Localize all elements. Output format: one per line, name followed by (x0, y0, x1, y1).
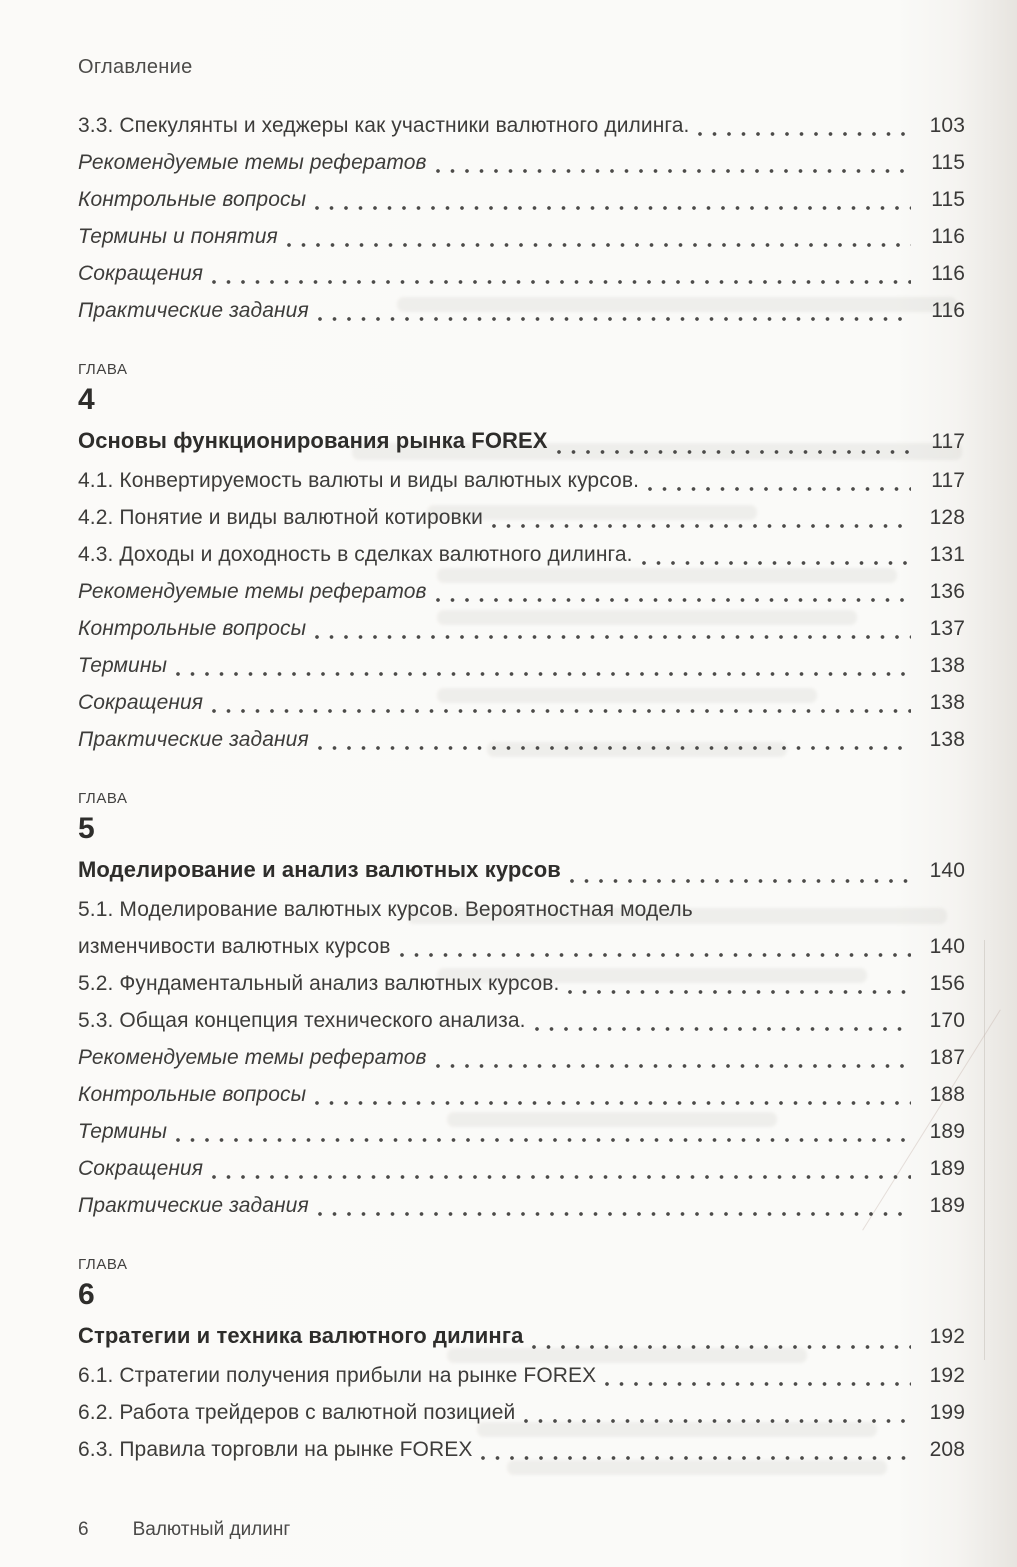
toc-entry-text: изменчивости валютных курсов (78, 935, 391, 958)
toc-entry-text: 3.3. Спекулянты и хеджеры как участники валютного дилинга. (78, 114, 690, 137)
page-ref: 199 (929, 1401, 965, 1424)
toc-group (78, 790, 965, 1224)
toc-entry (78, 181, 965, 218)
toc-entry (78, 721, 965, 758)
toc-entry-line (78, 499, 965, 536)
toc-entry-text: Контрольные вопросы (78, 1083, 307, 1106)
toc-entry-line (78, 144, 965, 181)
toc-entry-line (78, 647, 965, 684)
toc-entry (78, 218, 965, 255)
page-ref: 156 (929, 972, 965, 995)
page-ref: 103 (929, 114, 965, 137)
toc-entry-line (78, 181, 965, 218)
toc-entry-line (78, 573, 965, 610)
page-ref: 189 (929, 1194, 965, 1217)
toc-entry-text: Практические задания (78, 299, 309, 322)
toc-entry-text: 6.2. Работа трейдеров с валютной позицией (78, 1401, 516, 1424)
page-ref: 192 (929, 1364, 965, 1387)
dot-leader (481, 1431, 911, 1468)
toc-entry-text: Контрольные вопросы (78, 188, 307, 211)
dot-leader (605, 1357, 911, 1394)
toc-entry (78, 1076, 965, 1113)
toc-entry (78, 255, 965, 292)
page-ref: 137 (929, 617, 965, 640)
toc-entry-text: Термины (78, 654, 168, 677)
toc-entry-text: Рекомендуемые темы рефератов (78, 151, 427, 174)
toc-group (78, 361, 965, 758)
dot-leader (315, 1076, 911, 1113)
dot-leader (568, 965, 911, 1002)
toc-entry (78, 292, 965, 329)
toc-entry (78, 499, 965, 536)
toc-entry-line (78, 1039, 965, 1076)
toc-entry (78, 850, 965, 891)
toc-entry (78, 1150, 965, 1187)
toc-entry-text: 5.1. Моделирование валютных курсов. Вероятностная модель (78, 898, 693, 921)
chapter-label: ГЛАВА (78, 1256, 128, 1273)
dot-leader (436, 1039, 911, 1076)
toc-entry-line (78, 536, 965, 573)
toc-entry-text: 4.2. Понятие и виды валютной котировки (78, 506, 483, 529)
toc-entry-line (78, 462, 965, 499)
toc-entry-line (78, 1187, 965, 1224)
dot-leader (400, 928, 911, 965)
toc-entry-text: Сокращения (78, 691, 204, 714)
footer-page-number: 6 (78, 1519, 89, 1540)
page-ref: 136 (929, 580, 965, 603)
page-ref: 128 (929, 506, 965, 529)
toc-entry (78, 610, 965, 647)
toc-entry-line (78, 218, 965, 255)
toc-entry-line (78, 1431, 965, 1468)
toc-entry-line (78, 721, 965, 758)
dot-leader (524, 1394, 911, 1431)
page-footer (78, 1519, 290, 1541)
page-ref: 138 (929, 654, 965, 677)
toc-entry (78, 1316, 965, 1357)
toc-entry (78, 1357, 965, 1394)
dot-leader (318, 292, 911, 329)
toc-entry (78, 965, 965, 1002)
dot-leader (648, 462, 911, 499)
toc-entry-text: Практические задания (78, 728, 309, 751)
toc-entry-text: Сокращения (78, 1157, 204, 1180)
toc-entry-text: 6.1. Стратегии получения прибыли на рынке FOREX (78, 1364, 597, 1387)
page-ref: 138 (929, 728, 965, 751)
page-ref: 117 (931, 469, 965, 492)
dot-leader (570, 850, 911, 891)
toc-list (78, 107, 965, 1468)
toc-entry-line (78, 1113, 965, 1150)
toc-entry (78, 536, 965, 573)
toc-entry (78, 144, 965, 181)
page-ref: 192 (929, 1325, 965, 1348)
toc-entry-text: Контрольные вопросы (78, 617, 307, 640)
dot-leader (532, 1316, 911, 1357)
dot-leader (557, 421, 911, 462)
page-ref: 170 (929, 1009, 965, 1032)
toc-entry (78, 891, 965, 965)
chapter-label: ГЛАВА (78, 790, 128, 807)
toc-entry-text: 4.3. Доходы и доходность в сделках валютного дилинга. (78, 543, 633, 566)
toc-entry (78, 647, 965, 684)
toc-entry-line (78, 891, 965, 928)
dot-leader (535, 1002, 911, 1039)
toc-entry-line (78, 1357, 965, 1394)
dot-leader (642, 536, 911, 573)
toc-entry-text: 5.2. Фундаментальный анализ валютных курсов. (78, 972, 560, 995)
toc-entry-line (78, 850, 965, 891)
toc-entry (78, 573, 965, 610)
toc-entry-text: Рекомендуемые темы рефератов (78, 580, 427, 603)
dot-leader (315, 610, 911, 647)
toc-entry-text: Термины (78, 1120, 168, 1143)
page-ref: 116 (931, 299, 965, 322)
page-ref: 138 (929, 691, 965, 714)
dot-leader (287, 218, 911, 255)
toc-entry (78, 1002, 965, 1039)
page-ref: 131 (929, 543, 965, 566)
dot-leader (176, 647, 911, 684)
toc-entry-line (78, 1150, 965, 1187)
page-ref: 115 (931, 188, 965, 211)
page-ref: 188 (929, 1083, 965, 1106)
toc-entry (78, 684, 965, 721)
page-ref: 115 (931, 151, 965, 174)
toc-entry-line (78, 107, 965, 144)
toc-entry (78, 462, 965, 499)
toc-entry-line (78, 1002, 965, 1039)
page-ref: 189 (929, 1120, 965, 1143)
toc-entry (78, 421, 965, 462)
chapter-number: 4 (78, 383, 95, 416)
toc-entry-line (78, 1316, 965, 1357)
dot-leader (492, 499, 911, 536)
toc-entry-line (78, 965, 965, 1002)
toc-entry-text: 6.3. Правила торговли на рынке FOREX (78, 1438, 473, 1461)
chapter-number: 6 (78, 1278, 95, 1311)
page-ref: 116 (931, 225, 965, 248)
page-ref: 140 (929, 859, 965, 882)
dot-leader (698, 107, 911, 144)
toc-page-header: Оглавление (78, 56, 193, 78)
toc-entry-text: Практические задания (78, 1194, 309, 1217)
toc-entry-line (78, 1394, 965, 1431)
chapter-label: ГЛАВА (78, 361, 128, 378)
toc-entry-text: 4.1. Конвертируемость валюты и виды валютных курсов. (78, 469, 640, 492)
toc-entry-line (78, 1076, 965, 1113)
toc-entry-line (78, 684, 965, 721)
toc-entry (78, 1039, 965, 1076)
toc-entry-line (78, 928, 965, 965)
dot-leader (315, 181, 911, 218)
toc-entry-line (78, 610, 965, 647)
toc-entry-text: Сокращения (78, 262, 204, 285)
toc-entry (78, 1113, 965, 1150)
toc-entry (78, 1431, 965, 1468)
dot-leader (318, 1187, 911, 1224)
page-ref: 116 (931, 262, 965, 285)
toc-entry-line (78, 255, 965, 292)
dot-leader (318, 721, 911, 758)
page-ref: 208 (929, 1438, 965, 1461)
toc-entry (78, 107, 965, 144)
page-ref: 189 (929, 1157, 965, 1180)
dot-leader (212, 684, 911, 721)
toc-entry-line (78, 292, 965, 329)
toc-group (78, 107, 965, 329)
dot-leader (212, 1150, 911, 1187)
page-ref: 117 (931, 430, 965, 453)
dot-leader (176, 1113, 911, 1150)
page-ref: 140 (929, 935, 965, 958)
toc-entry-text: Рекомендуемые темы рефератов (78, 1046, 427, 1069)
page-ref: 187 (929, 1046, 965, 1069)
footer-book-title: Валютный дилинг (132, 1519, 291, 1540)
toc-entry (78, 1187, 965, 1224)
toc-entry (78, 1394, 965, 1431)
toc-entry-text: 5.3. Общая концепция технического анализа. (78, 1009, 526, 1032)
toc-entry-text: Термины и понятия (78, 225, 278, 248)
page-crease (984, 940, 985, 1360)
toc-entry-text: Моделирование и анализ валютных курсов (78, 857, 561, 882)
dot-leader (212, 255, 911, 292)
toc-entry-text: Стратегии и техника валютного дилинга (78, 1323, 524, 1348)
dot-leader (436, 144, 911, 181)
toc-group (78, 1256, 965, 1468)
dot-leader (436, 573, 911, 610)
chapter-number: 5 (78, 812, 95, 845)
toc-entry-text: Основы функционирования рынка FOREX (78, 428, 548, 453)
toc-entry-line (78, 421, 965, 462)
